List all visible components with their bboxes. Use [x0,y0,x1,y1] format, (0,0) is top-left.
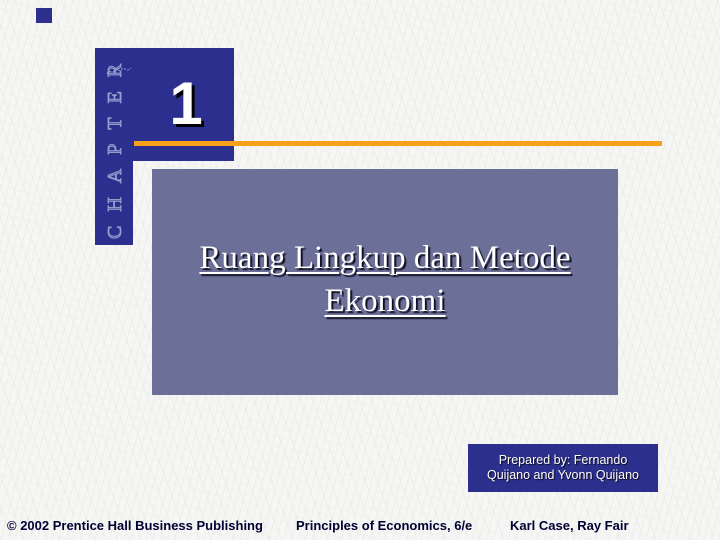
prepared-by-line1: Prepared by: Fernando [498,453,628,467]
footer-copyright: © 2002 Prentice Hall Business Publishing [7,518,263,533]
chapter-vertical-label: CHAPTER [104,49,126,239]
title-box [152,169,618,395]
chapter-number: 1 [169,70,203,137]
prepared-by-line2: Quijano and Yvonn Quijano [487,468,639,482]
prepared-by-box [468,444,658,492]
orange-divider-rule [134,141,662,146]
corner-accent-square [36,8,52,23]
footer-book-title: Principles of Economics, 6/e [296,518,473,533]
slide-title: Ruang Lingkup dan Metode Ekonomi [199,240,571,319]
footer-authors: Karl Case, Ray Fair [510,518,629,533]
